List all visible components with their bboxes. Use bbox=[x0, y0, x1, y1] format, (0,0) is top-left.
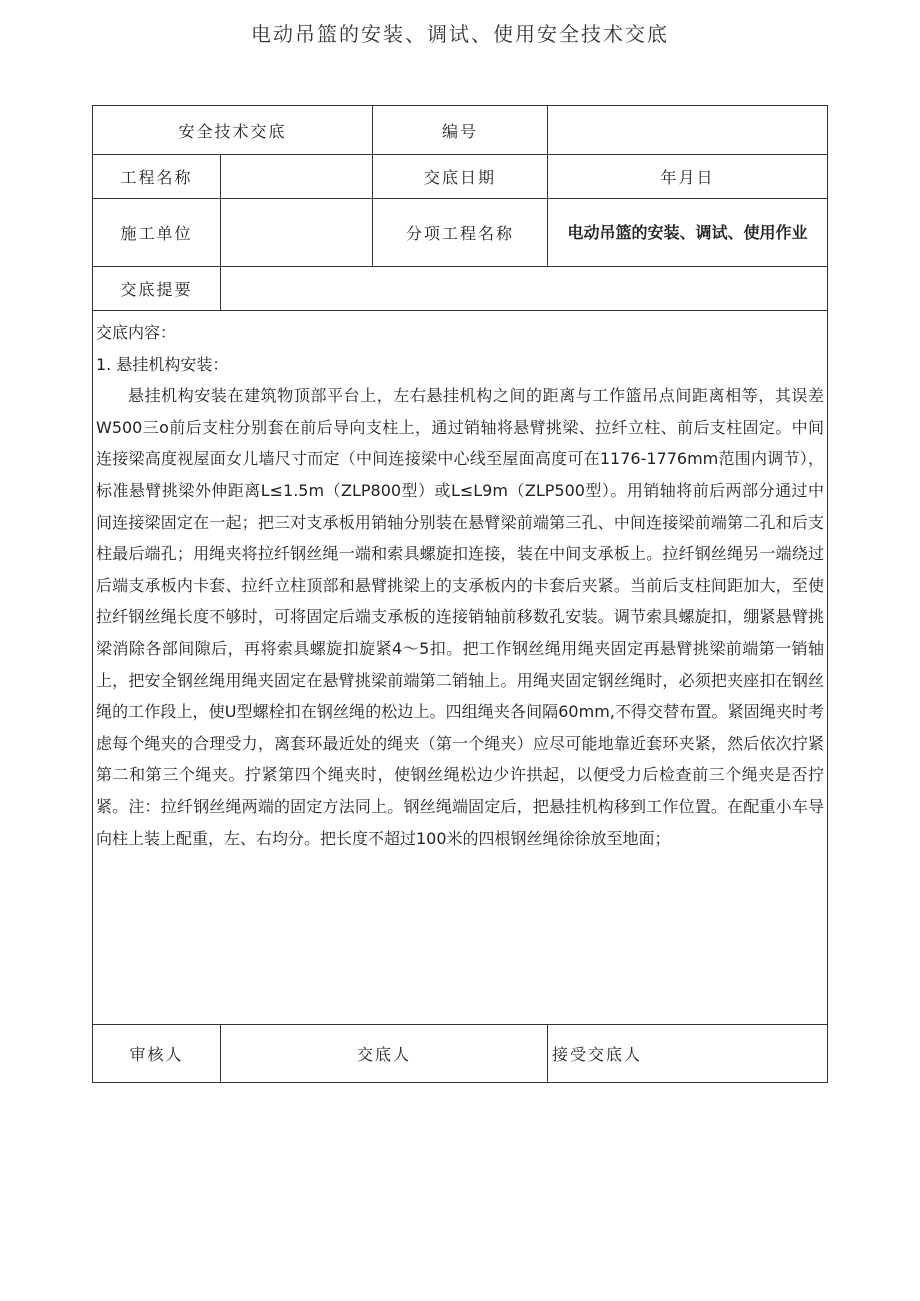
header-row bbox=[93, 106, 828, 155]
construction-unit-value[interactable] bbox=[221, 199, 373, 267]
disclosure-form-table bbox=[92, 105, 828, 1083]
summary-value[interactable] bbox=[221, 267, 828, 311]
project-name-label: 工程名称 bbox=[93, 155, 221, 199]
signature-row bbox=[93, 1025, 828, 1083]
date-label: 交底日期 bbox=[373, 155, 548, 199]
content-label: 交底内容： bbox=[96, 323, 177, 342]
summary-row bbox=[93, 267, 828, 311]
date-value[interactable]: 年月日 bbox=[548, 155, 828, 199]
reviewer-label: 审核人 bbox=[93, 1025, 221, 1083]
sub-project-value[interactable]: 电动吊篮的安装、调试、使用作业 bbox=[548, 199, 828, 267]
content-row bbox=[93, 311, 828, 1025]
number-value[interactable] bbox=[548, 106, 828, 155]
project-row bbox=[93, 155, 828, 199]
document-title: 电动吊篮的安装、调试、使用安全技术交底 bbox=[251, 22, 669, 46]
discloser-label: 交底人 bbox=[221, 1025, 548, 1083]
form-header: 安全技术交底 bbox=[93, 106, 373, 155]
receiver-label: 接受交底人 bbox=[548, 1025, 828, 1083]
summary-label: 交底提要 bbox=[93, 267, 221, 311]
number-label: 编号 bbox=[373, 106, 548, 155]
disclosure-content bbox=[93, 311, 828, 1025]
unit-row bbox=[93, 199, 828, 267]
section-1-heading: 1. 悬挂机构安装： bbox=[96, 354, 229, 374]
project-name-value[interactable] bbox=[221, 155, 373, 199]
construction-unit-label: 施工单位 bbox=[93, 199, 221, 267]
sub-project-label: 分项工程名称 bbox=[373, 199, 548, 267]
section-1-body: 悬挂机构安装在建筑物顶部平台上，左右悬挂机构之间的距离与工作篮吊点间距离相等，其误差W500三o前后支柱分别套在前后导向支柱上，通过销轴将悬臂挑梁、拉纤立柱、前后支柱固定。中间连接梁高度视屋面女儿墙尺寸而定（中间连接梁中心线至屋面高度可在1176-1776mm范围内调节），标准悬臂挑梁外伸距离L≤1.5m（ZLP800型）或L≤L9m（ZLP500型）。用销轴将前后两部分通过中间连接梁固定在一起；把三对支承板用销轴分别装在悬臂梁前端第三孔、中间连接梁前端第二孔和后支柱最后端孔；用绳夹将拉纤钢丝绳一端和索具螺旋扣连接，装在中间支承板上。拉纤钢丝绳另一端绕过后端支承板内卡套、拉纤立柱顶部和悬臂挑梁上的支承板内的卡套后夹紧。当前后支柱间距加大，至使拉纤钢丝绳长度不够时，可将固定后端支承板的连接销轴前移数孔安装。调节索具螺旋扣，绷紧悬臂挑梁消除各部间隙后，再将索具螺旋扣旋紧4～5扣。把工作钢丝绳用绳夹固定再悬臂挑梁前端第一销轴上，把安全钢丝绳用绳夹固定在悬臂挑梁前端第二销轴上。用绳夹固定钢丝绳时，必须把夹座扣在钢丝绳的工作段上，使U型螺栓扣在钢丝绳的松边上。四组绳夹各间隔60mm,不得交替布置。紧固绳夹时考虑每个绳夹的合理受力，离套环最近处的绳夹（第一个绳夹）应尽可能地靠近套环夹紧，然后依次拧紧第二和第三个绳夹。拧紧第四个绳夹时，使钢丝绳松边少许拱起，以便受力后检查前三个绳夹是否拧紧。注：拉纤钢丝绳两端的固定方法同上。钢丝绳端固定后，把悬挂机构移到工作位置。在配重小车导向柱上装上配重，左、右均分。把长度不超过100米的四根钢丝绳徐徐放至地面； bbox=[96, 386, 825, 848]
